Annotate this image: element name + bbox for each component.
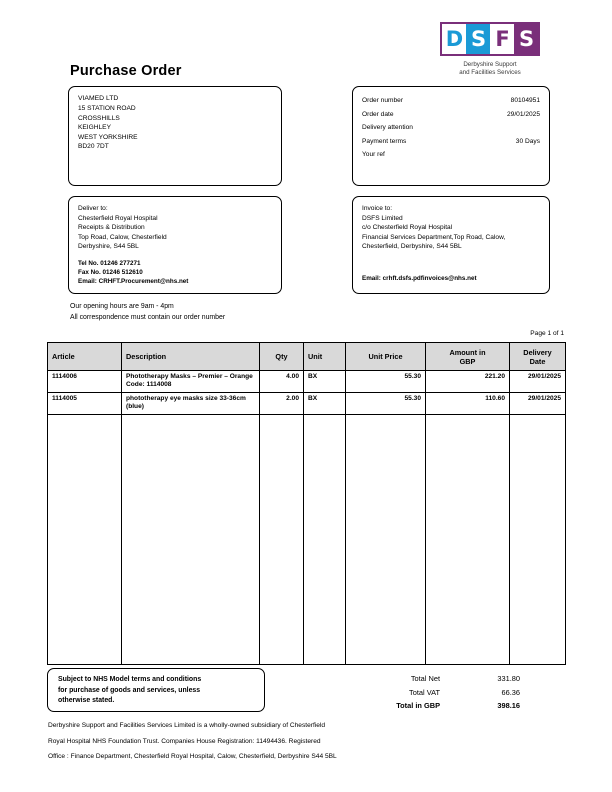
logo-letter-f: F: [490, 24, 514, 54]
filler-cell-unit: [304, 414, 346, 664]
payment-terms-value: 30 Days: [515, 137, 540, 145]
logo-letter-s1: S: [466, 24, 490, 54]
invoice-to-line: Financial Services Department,Top Road, Calow,: [362, 233, 506, 241]
logo-subtitle-line1: Derbyshire Support: [463, 61, 517, 68]
cell-description: Phototherapy Masks – Premier – Orange Code: 1114008: [122, 371, 260, 393]
deliver-to-line: Chesterfield Royal Hospital: [78, 214, 158, 222]
table-row: [48, 371, 566, 393]
filler-cell-article: [48, 414, 122, 664]
opening-hours-note: [70, 301, 225, 323]
terms-line-3: otherwise stated.: [58, 697, 115, 704]
invoice-to-box: [352, 196, 550, 294]
logo-letter-s2: S: [514, 24, 538, 54]
filler-cell-unit-price: [346, 414, 426, 664]
cell-amount: 221.20: [426, 371, 510, 393]
cell-description: phototherapy eye masks size 33-36cm (blue): [122, 392, 260, 414]
column-header-article: Article: [48, 343, 122, 371]
supplier-address-line: 15 STATION ROAD: [78, 105, 136, 112]
logo-subtitle-line2: and Facilities Services: [459, 69, 521, 76]
invoice-to-heading: Invoice to:: [362, 205, 393, 212]
total-vat-label: Total VAT: [409, 687, 440, 697]
column-header-qty: Qty: [260, 343, 304, 371]
table-empty-space: [48, 414, 566, 664]
deliver-to-fax: Fax No. 01246 512610: [78, 269, 143, 277]
deliver-to-heading: Deliver to:: [78, 205, 108, 212]
page-indicator: Page 1 of 1: [530, 330, 564, 337]
dsfs-logo: [430, 22, 550, 77]
column-header-description: Description: [122, 343, 260, 371]
deliver-to-line: Receipts & Distribution: [78, 224, 145, 232]
invoice-to-line: DSFS Limited: [362, 214, 403, 222]
deliver-to-box: [68, 196, 282, 294]
column-header-amount-line1: Amount in: [449, 347, 486, 357]
supplier-postcode: BD20 7DT: [78, 143, 109, 151]
order-date-label: Order date: [362, 110, 394, 118]
opening-hours-line: Our opening hours are 9am - 4pm: [70, 303, 174, 310]
cell-unit: BX: [304, 392, 346, 414]
total-vat-value: 66.36: [501, 687, 520, 697]
total-gbp-value: 398.16: [497, 701, 520, 710]
legal-line-1: Derbyshire Support and Facilities Services Limited is a wholly-owned subsidiary of Chesterfield: [48, 722, 326, 729]
delivery-attention-label: Delivery attention: [362, 124, 413, 131]
order-date-value: 29/01/2025: [506, 110, 540, 118]
cell-delivery-date: 29/01/2025: [510, 392, 566, 414]
deliver-to-telephone: Tel No. 01246 277271: [78, 259, 141, 267]
your-ref-row: [362, 148, 540, 162]
correspondence-line: All correspondence must contain our order number: [70, 314, 226, 321]
filler-cell-qty: [260, 414, 304, 664]
totals-block: [330, 672, 520, 713]
cell-unit-price: 55.30: [346, 371, 426, 393]
logo-subtitle: [430, 61, 550, 77]
cell-article: 1114006: [48, 371, 122, 393]
total-gbp-row: [330, 699, 520, 713]
cell-unit: BX: [304, 371, 346, 393]
deliver-to-line: Top Road, Calow, Chesterfield: [78, 233, 167, 241]
column-header-unit-price: Unit Price: [346, 343, 426, 371]
supplier-address-box: [68, 86, 282, 186]
cell-amount: 110.60: [426, 392, 510, 414]
invoice-to-email[interactable]: Email: crhft.dsfs.pdfinvoices@nhs.net: [362, 274, 477, 282]
invoice-to-line: Chesterfield, Derbyshire, S44 5BL: [362, 243, 462, 251]
column-header-amount-line2: GBP: [459, 356, 476, 366]
supplier-name: VIAMED LTD: [78, 95, 119, 102]
supplier-address-line: WEST YORKSHIRE: [78, 133, 138, 141]
total-gbp-label: Total in GBP: [396, 701, 440, 710]
cell-qty: 2.00: [260, 392, 304, 414]
deliver-to-line: Derbyshire, S44 5BL: [78, 243, 139, 251]
page-title: Purchase Order: [70, 63, 182, 79]
total-vat-row: [330, 686, 520, 700]
total-net-value: 331.80: [497, 674, 520, 683]
supplier-address-line: KEIGHLEY: [78, 124, 111, 132]
order-number-value: 80104951: [510, 97, 540, 104]
table-header-row: [48, 343, 566, 371]
filler-cell-description: [122, 414, 260, 664]
column-header-unit: Unit: [304, 343, 346, 371]
total-net-label: Total Net: [410, 674, 440, 683]
order-details-box: [352, 86, 550, 186]
payment-terms-row: [362, 135, 540, 149]
column-header-delivery-line1: Delivery: [523, 347, 552, 357]
supplier-address-line: CROSSHILLS: [78, 114, 120, 122]
legal-footer: [48, 718, 528, 765]
column-header-delivery-date: [510, 343, 566, 371]
logo-letter-d: D: [442, 24, 466, 54]
delivery-attention-row: [362, 121, 540, 135]
line-items-table: [47, 342, 566, 665]
terms-and-conditions-box: [47, 668, 265, 712]
cell-qty: 4.00: [260, 371, 304, 393]
order-number-row: [362, 94, 540, 108]
filler-cell-amount: [426, 414, 510, 664]
terms-line-1: Subject to NHS Model terms and conditions: [58, 676, 202, 683]
cell-delivery-date: 29/01/2025: [510, 371, 566, 393]
filler-cell-delivery-date: [510, 414, 566, 664]
total-net-row: [330, 672, 520, 686]
terms-line-2: for purchase of goods and services, unless: [58, 686, 201, 694]
table-row: [48, 392, 566, 414]
payment-terms-label: Payment terms: [362, 137, 407, 145]
order-date-row: [362, 108, 540, 122]
deliver-to-email[interactable]: Email: CRHFT.Procurement@nhs.net: [78, 278, 189, 286]
column-header-amount: [426, 343, 510, 371]
your-ref-label: Your ref: [362, 151, 385, 158]
invoice-to-line: c/o Chesterfield Royal Hospital: [362, 224, 453, 232]
order-number-label: Order number: [362, 97, 404, 104]
cell-unit-price: 55.30: [346, 392, 426, 414]
legal-line-2: Royal Hospital NHS Foundation Trust. Companies House Registration: 11494436. Registered: [48, 737, 321, 745]
column-header-delivery-line2: Date: [529, 356, 546, 366]
cell-article: 1114005: [48, 392, 122, 414]
legal-line-3: Office : Finance Department, Chesterfield Royal Hospital, Calow, Chesterfield, Derbyshire S44 5BL: [48, 753, 337, 760]
logo-mark: [440, 22, 540, 56]
